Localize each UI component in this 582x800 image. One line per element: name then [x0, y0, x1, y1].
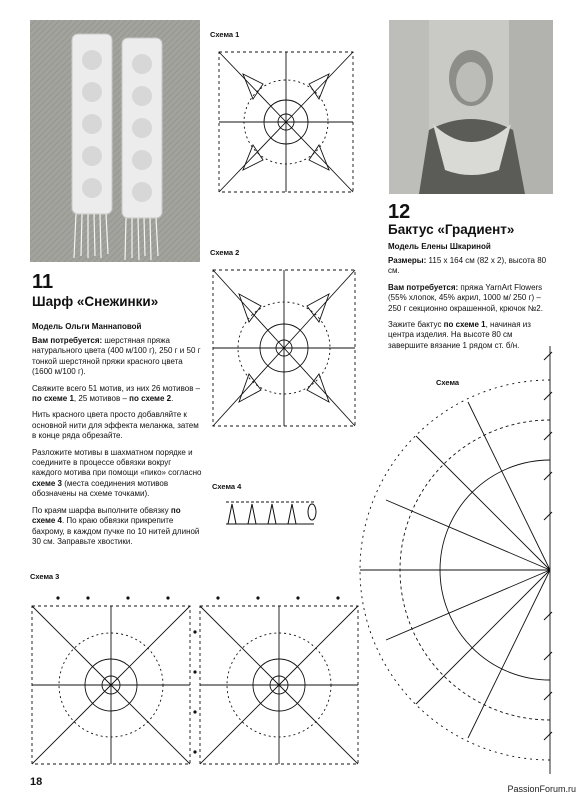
item-11-para-2: Свяжите всего 51 мотив, из них 26 мотивов – по схеме 1, 25 мотивов – по схеме 2.: [32, 383, 201, 404]
scheme-1-diagram: [213, 44, 359, 200]
item-12-title: Бактус «Градиент»: [388, 222, 515, 237]
scheme-2-label: Схема 2: [210, 248, 240, 257]
scheme-3-label: Схема 3: [30, 572, 60, 581]
scheme-4-label: Схема 4: [212, 482, 242, 491]
item-12-designer: Модель Елены Шкариной: [388, 242, 491, 251]
item-11-para-5: По краям шарфа выполните обвязку по схеме 4. По краю обвязки прикрепите бахрому, в каждом пучке по 10 нитей длиной 30 см. Заправьте хвостики.: [32, 505, 200, 546]
item-11-materials: Вам потребуется: шерстяная пряжа натурального цвета (400 м/100 г), 250 г и 50 г тонкой шерстяной пряжи красного цвета (1600 м/100 г).: [32, 336, 201, 377]
shawl-scheme-diagram: [356, 340, 556, 780]
item-12-number: 12: [388, 201, 411, 223]
item-12-materials: Вам потребуется: пряжа YarnArt Flowers (55% хлопок, 45% акрил, 1000 м/ 250 г) – 250 г секционно окрашенной, крючок №2.: [388, 282, 543, 313]
item-11-number: 11: [32, 271, 54, 293]
scheme-1-label: Схема 1: [210, 30, 240, 39]
shawl-photo: [389, 20, 553, 194]
item-11-title: Шарф «Снежинки»: [32, 294, 159, 309]
item-11-para-4: Разложите мотивы в шахматном порядке и соедините в процессе обвязки вокруг каждого мотива при помощи «пико» согласно схеме 3 (места соединения мотивов обозначены на схеме точками).: [32, 447, 202, 499]
item-12-size: Размеры: 115 х 164 см (82 х 2), высота 80 см.: [388, 256, 547, 276]
watermark: PassionForum.ru: [507, 784, 576, 794]
scheme-2-diagram: [205, 262, 363, 434]
scheme-3-diagram: [28, 592, 360, 770]
scheme-4-diagram: [222, 494, 322, 530]
item-11-designer: Модель Ольги Маннаповой: [32, 322, 142, 331]
page-number: 18: [30, 776, 43, 788]
item-12-body: [388, 256, 554, 357]
item-11-body: [32, 336, 202, 553]
item-12-para-3: Зажите бактус по схеме 1, начиная из центра изделия. На высоте 80 см завершите вязание 1 рядом ст. б/н.: [388, 320, 531, 350]
scarf-photo: [30, 20, 200, 262]
shawl-scheme-label: Схема: [436, 378, 460, 387]
item-11-para-3: Нить красного цвета просто добавляйте к основной нити для эффекта меланжа, затем в конце ряда обрезайте.: [32, 410, 199, 441]
